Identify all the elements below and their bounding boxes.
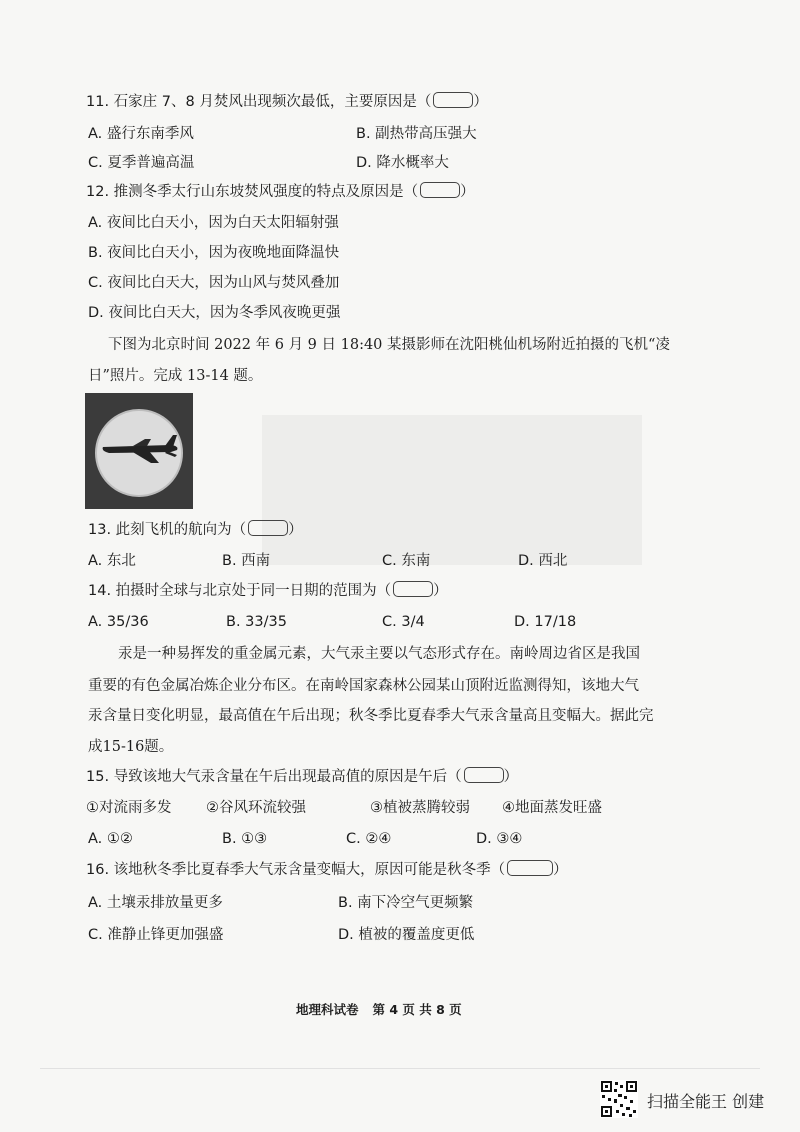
answer-blank [248, 520, 288, 536]
scan-shadow [262, 415, 642, 565]
q12-stem: 12. 推测冬季太行山东坡焚风强度的特点及原因是（ ） [86, 184, 475, 200]
q11-option-b: B. 副热带高压强大 [356, 126, 477, 142]
q11-stem: 11. 石家庄 7、8 月焚风出现频次最低，主要原因是（ ） [86, 94, 488, 110]
answer-blank [507, 860, 553, 876]
intro-13-14-line2: 日”照片。完成 13-14 题。 [88, 368, 263, 384]
q11-option-d: D. 降水概率大 [356, 155, 449, 171]
q16-option-c: C. 准静止锋更加强盛 [88, 927, 224, 943]
page-footer [296, 1000, 462, 1018]
answer-blank [420, 182, 460, 198]
q16-option-d: D. 植被的覆盖度更低 [338, 927, 475, 943]
q16-stem: 16. 该地秋冬季比夏春季大气汞含量变幅大，原因可能是秋冬季（ ） [86, 862, 568, 878]
q13-option-b: B. 西南 [222, 553, 271, 569]
q16-option-b: B. 南下冷空气更频繁 [338, 895, 474, 911]
q14-option-d: D. 17/18 [514, 614, 577, 630]
intro-13-14-line1: 下图为北京时间 2022 年 6 月 9 日 18:40 某摄影师在沈阳桃仙机场附近拍摄的飞机“凌 [108, 337, 670, 353]
passage-line-1: 汞是一种易挥发的重金属元素，大气汞主要以气态形式存在。南岭周边省区是我国 [118, 646, 640, 662]
q14-option-b: B. 33/35 [226, 614, 287, 630]
divider [40, 1068, 760, 1069]
answer-blank [433, 92, 473, 108]
answer-blank [393, 581, 433, 597]
q15-item-3: ③植被蒸腾较弱 [370, 800, 470, 816]
q13-option-c: C. 东南 [382, 553, 431, 569]
q16-option-a: A. 土壤汞排放量更多 [88, 895, 223, 911]
qr-code-icon [600, 1080, 638, 1118]
q15-item-2: ②谷风环流较强 [206, 800, 306, 816]
q11-option-a: A. 盛行东南季风 [88, 126, 194, 142]
scanner-watermark [600, 1080, 775, 1120]
q14-stem: 14. 拍摄时全球与北京处于同一日期的范围为（ ） [88, 583, 448, 599]
q13-stem: 13. 此刻飞机的航向为（ ） [88, 522, 303, 538]
footer-page-number: 第 4 页 共 8 页 [372, 1002, 462, 1017]
q15-option-b: B. ①③ [222, 831, 268, 847]
q14-option-a: A. 35/36 [88, 614, 149, 630]
airplane-sun-photo [85, 393, 193, 509]
q15-option-d: D. ③④ [476, 831, 523, 847]
q12-option-a: A. 夜间比白天小，因为白天太阳辐射强 [88, 215, 339, 231]
scanner-label: 扫描全能王 创建 [647, 1092, 765, 1111]
passage-line-2: 重要的有色金属冶炼企业分布区。在南岭国家森林公园某山顶附近监测得知，该地大气 [88, 678, 639, 694]
q15-option-a: A. ①② [88, 831, 133, 847]
footer-subject: 地理科试卷 [296, 1002, 359, 1017]
q13-option-a: A. 东北 [88, 553, 136, 569]
q15-option-c: C. ②④ [346, 831, 392, 847]
passage-line-3: 汞含量日变化明显，最高值在午后出现；秋冬季比夏春季大气汞含量高且变幅大。据此完 [88, 708, 654, 724]
q12-option-d: D. 夜间比白天大，因为冬季风夜晚更强 [88, 305, 341, 321]
q13-option-d: D. 西北 [518, 553, 568, 569]
q11-option-c: C. 夏季普遍高温 [88, 155, 195, 171]
passage-line-4: 成15-16题。 [88, 739, 174, 755]
q15-stem: 15. 导致该地大气汞含量在午后出现最高值的原因是午后（ ） [86, 769, 519, 785]
answer-blank [464, 767, 504, 783]
q12-option-b: B. 夜间比白天小，因为夜晚地面降温快 [88, 245, 340, 261]
q15-item-1: ①对流雨多发 [86, 800, 172, 816]
q14-option-c: C. 3/4 [382, 614, 425, 630]
airplane-over-sun-icon [85, 393, 193, 509]
q12-option-c: C. 夜间比白天大，因为山风与焚风叠加 [88, 275, 340, 291]
q15-item-4: ④地面蒸发旺盛 [502, 800, 602, 816]
